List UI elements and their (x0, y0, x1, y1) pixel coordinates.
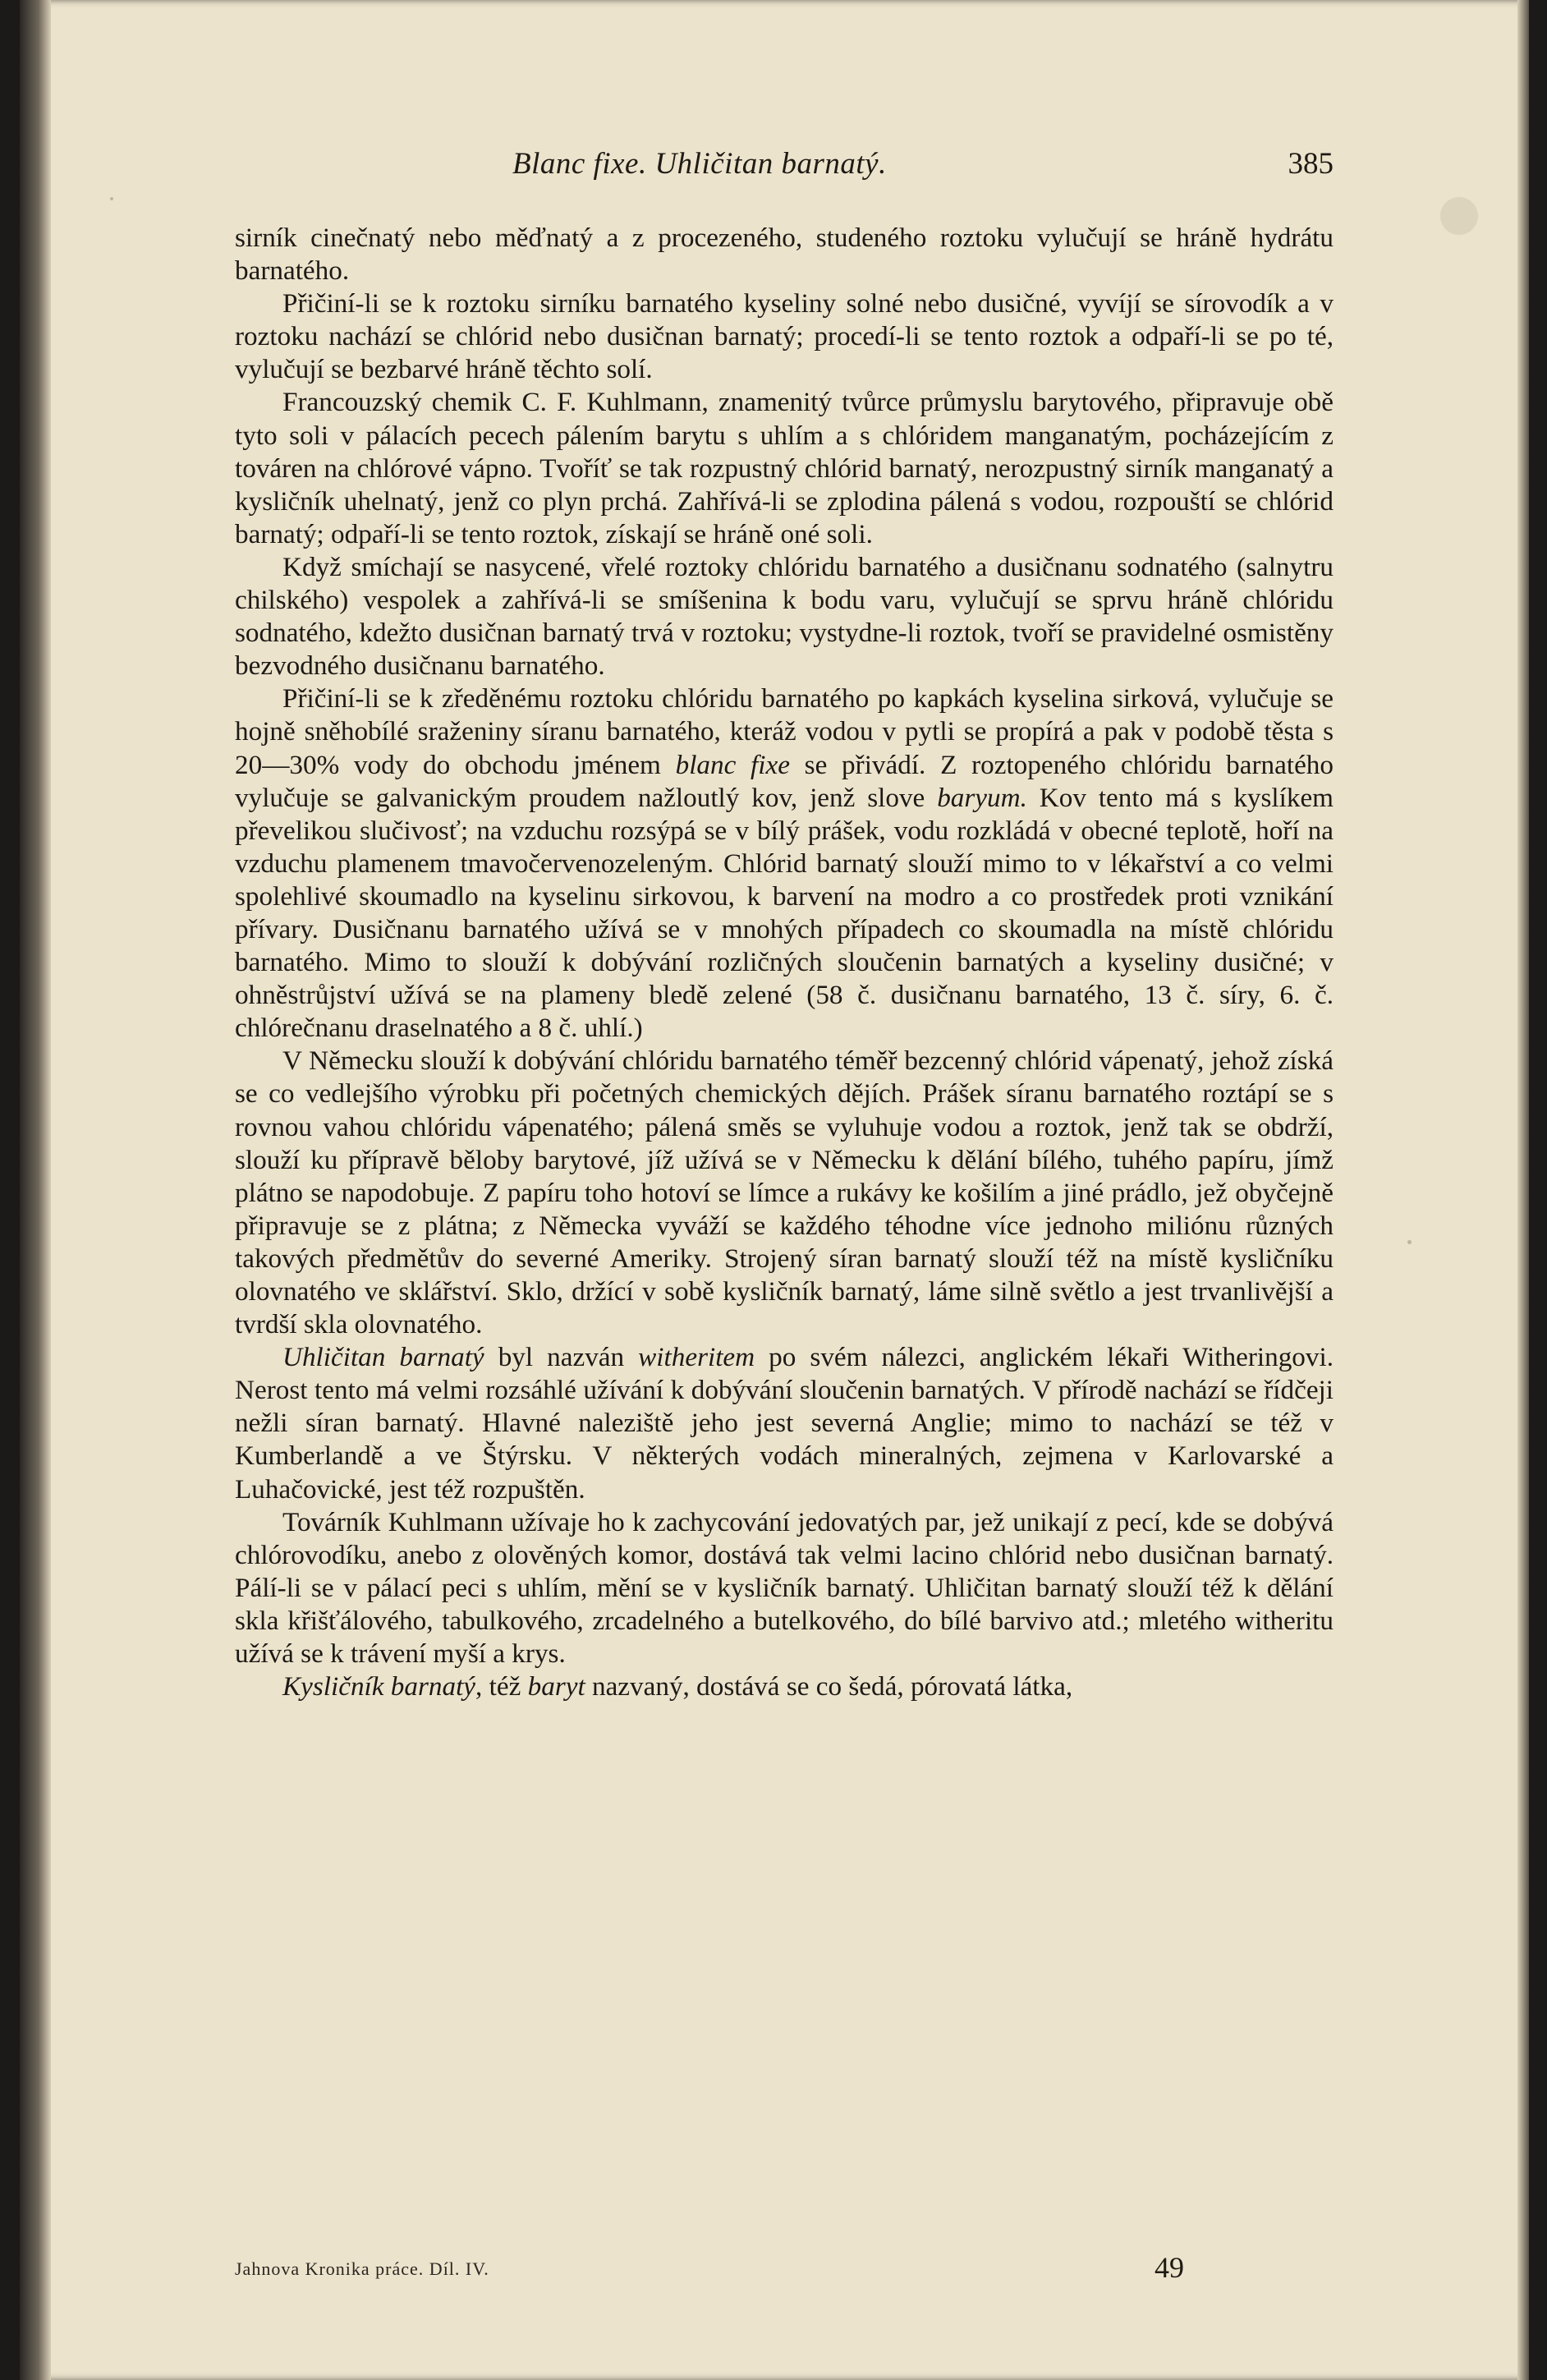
text-run: Přičiní-li se k zředěnému roztoku chlóridu barnatého po kapkách kyselina sirková, vylučuje se hojně sněhobílé sraženiny síranu barnatého, kteráž vodou v pytli se propírá a pak v podobě těsta s 20—30% vody do obchodu jménem (235, 683, 1334, 780)
paragraph (235, 1045, 1334, 1341)
page-edge (1517, 0, 1529, 2380)
italic-term: witheritem (638, 1342, 755, 1373)
paper-speck (1407, 1240, 1412, 1244)
paragraph (235, 287, 1334, 386)
text-run: Přičiní-li se k roztoku sirníku barnatého kyseliny solné nebo dusičné, vyvíjí se sírovodík a v roztoku nachází se chlórid nebo dusičnan barnatý; procedí-li se tento roztok a odpaří-li se po té, vylučují se bezbarvé hráně těchto solí. (235, 288, 1334, 385)
paper-speck (110, 197, 113, 200)
text-run: , též (475, 1671, 528, 1702)
paragraph (235, 1341, 1334, 1505)
text-run: Továrník Kuhlmann užívaje ho k zachycování jedovatých par, jež unikají z pecí, kde se dobývá chlórovodíku, anebo z olověných komor, dostává tak velmi lacino chlórid nebo dusičnan barnatý. Pálí-li se v pálací peci s uhlím, mění se v kysličník barnatý. Uhličitan barnatý slouží též k dělání skla křišťálového, tabulkového, zrcadelného a butelkového, do bílé barvivo atd.; mletého witheritu užívá se k trávení myší a krys. (235, 1506, 1334, 1670)
book-page (20, 0, 1529, 2380)
paragraph (235, 386, 1334, 550)
text-run: V Německu slouží k dobývání chlóridu barnatého téměř bezcenný chlórid vápenatý, jehož získá se co vedlejšího výrobku při početných chemických dějích. Prášek síranu barnatého roztápí se s rovnou vahou chlóridu vápenatého; pálená směs se vyluhuje vodou a roztok, jenž tak se obdrží, slouží ku přípravě běloby barytové, jíž užívá se v Německu k dělání bílého, tuhého papíru, jímž plátno se napodobuje. Z papíru toho hotoví se límce a rukávy ke košilím a jiné prádlo, jež obyčejně připravuje se z plátna; z Německa vyváží se každého téhodne více jednoho miliónu různých takových předmětův do severné Ameriky. Strojený síran barnatý slouží též na místě kysličníku olovnatého ve sklářství. Sklo, držící v sobě kysličník barnatý, láme silně světlo a jest trvanlivější a tvrdší skla olovnatého. (235, 1045, 1334, 1340)
page-number: 385 (1288, 147, 1334, 181)
text-run: byl nazván (484, 1342, 639, 1373)
running-header (233, 146, 1334, 195)
paragraph (235, 1506, 1334, 1670)
italic-term: blanc fixe (675, 749, 790, 780)
binding-gutter (20, 0, 51, 2380)
italic-term: baryt (527, 1671, 585, 1702)
sheet-number: 49 (1155, 2251, 1184, 2284)
text-run: Francouzský chemik C. F. Kuhlmann, znamenitý tvůrce průmyslu barytového, připravuje obě tyto soli v pálacích pecech pálením barytu s uhlím a s chlóridem manganatým, pocházejícím z továren na chlórové vápno. Tvoříť se tak rozpustný chlórid barnatý, nerozpustný sirník manganatý a kysličník uhelnatý, jenž co plyn prchá. Zahřívá-li se zplodina pálená s vodou, rozpouští se chlórid barnatý; odpaří-li se tento roztok, získají se hráně oné soli. (235, 387, 1334, 549)
page-footer (235, 2250, 1184, 2291)
paragraph (235, 222, 1334, 287)
text-run: Když smíchají se nasycené, vřelé roztoky chlóridu barnatého a dusičnanu sodnatého (salnytru chilského) vespolek a zahřívá-li se smíšenina k bodu varu, vylučují se sprvu hráně chlóridu sodnatého, kdežto dusičnan barnatý trvá v roztoku; vystydne-li roztok, tvoří se pravidelné osmistěny bezvodného dusičnanu barnatého. (235, 551, 1334, 682)
paragraph (235, 1670, 1334, 1703)
paragraph (235, 551, 1334, 682)
paragraph (235, 682, 1334, 1045)
text-run: po svém nálezci, anglickém lékaři Witheringovi. Nerost tento má velmi rozsáhlé užívání k dobývání sloučenin barnatých. V přírodě nachází se řídčeji nežli síran barnatý. Hlavné naleziště jeho jest severná Anglie; mimo to nachází se též v Kumberlandě a ve Štýrsku. V některých vodách mineralných, zejmena v Karlovarské a Luhačovické, jest též rozpuštěn. (235, 1342, 1334, 1505)
text-run: nazvaný, dostává se co šedá, pórovatá látka, (585, 1671, 1073, 1702)
text-run: Kov tento má s kyslíkem převelikou slučivosť; na vzduchu rozsýpá se v bílý prášek, vodu rozkládá v obecné teplotě, hoří na vzduchu plamenem tmavočervenozeleným. Chlórid barnatý slouží mimo to v lékařství a co velmi spolehlivé skoumadlo na kyselinu sirkovou, k barvení na modro a co prostředek proti vznikání přívary. Dusičnanu barnatého užívá se v mnohých případech co skoumadla na místě chlóridu barnatého. Mimo to slouží k dobývání rozličných sloučenin barnatých a kyseliny dusičné; v ohněstrůjství užívá se na plameny bledě zelené (58 č. dusičnanu barnatého, 13 č. síry, 6. č. chlórečnanu draselnatého a 8 č. uhlí.) (235, 782, 1334, 1044)
italic-term: Kysličník barnatý (282, 1671, 476, 1702)
body-text (235, 222, 1334, 1703)
text-run: sirník cinečnatý nebo měďnatý a z procezeného, studeného roztoku vylučují se hráně hydrátu barnatého. (235, 223, 1334, 287)
paper-stain (1440, 197, 1478, 235)
signature-mark: Jahnova Kronika práce. Díl. IV. (235, 2258, 489, 2279)
running-title: Blanc fixe. Uhličitan barnatý. (512, 147, 887, 181)
italic-term: Uhličitan barnatý (282, 1342, 484, 1373)
text-run: se přivádí. Z roztopeného chlóridu barnatého vylučuje se galvanickým proudem nažloutlý kov, jenž slove (235, 749, 1334, 813)
italic-term: baryum. (937, 782, 1027, 813)
